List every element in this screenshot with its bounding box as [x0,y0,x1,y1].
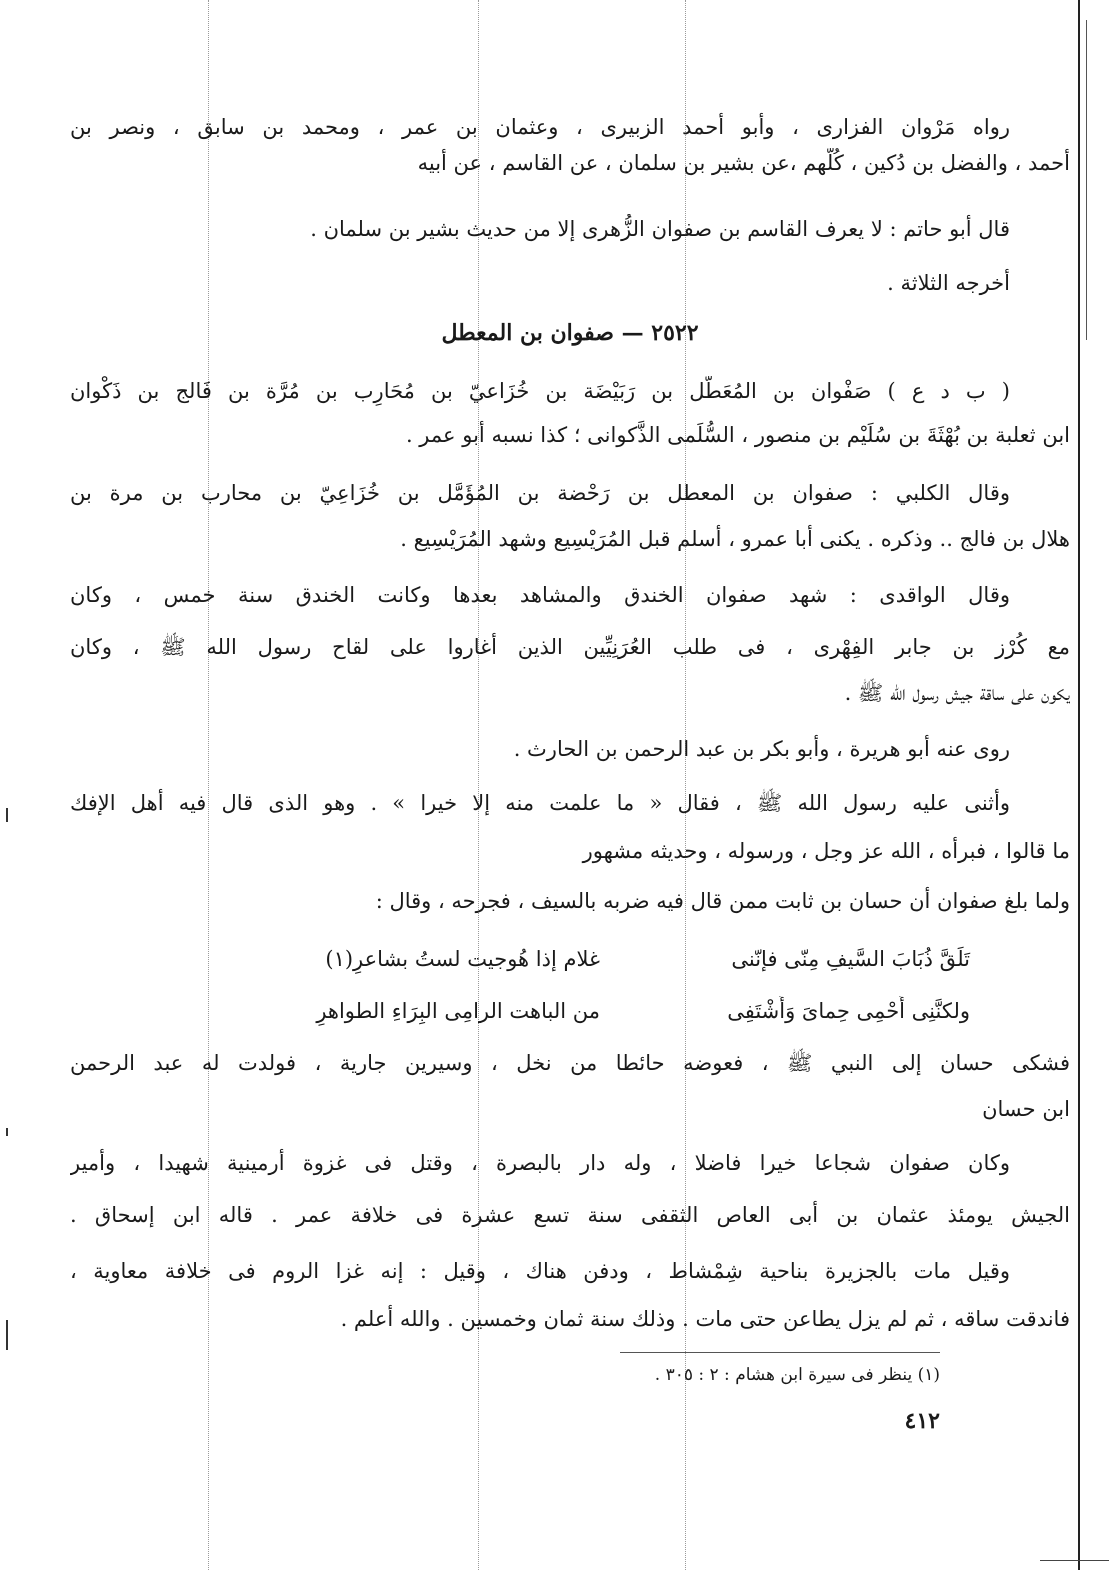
text-line: ابن حسان [982,1097,1070,1121]
poem-verse-1 [70,944,1070,974]
text-line: مع كُرْز بن جابر الفِهْرى ، فى طلب العُرَنِيِّين الذين أغاروا على لقاح رسول الله ﷺ ، وكان [70,635,1070,659]
text-line: أخرجه الثلاثة . [887,271,1010,295]
text-line: ابن ثعلبة بن بُهْثَةَ بن سُلَيْم بن منصور ، السُّلَمى الذَّكوانى ؛ كذا نسبه أبو عمر . [405,423,1070,447]
text-line: رواه مَرْوان الفزارى ، وأبو أحمد الزبيرى ، وعثمان بن عمر ، ومحمد بن سابق ، ونصر بن [70,115,1010,139]
section-heading: ٢٥٢٢ — صفوان بن المعطل [441,320,699,346]
text-line: أحمد ، والفضل بن دُكين ، كُلُّهم ،عن بشير بن سلمان ، عن القاسم ، عن أبيه [417,151,1070,175]
verse-hemistich: غلام إذا هُوجيت لستُ بشاعرِ(١) [325,947,600,971]
text-line: ما قالوا ، فبرأه ، الله عز وجل ، ورسوله ، وحديثه مشهور [582,839,1070,863]
text-line: وقال الواقدى : شهد صفوان الخندق والمشاهد بعدها وكانت الخندق سنة خمس ، وكان [70,583,1010,607]
text-line: يكون على ساقة جيش رسول الله ﷺ . [844,681,1070,705]
scan-mark [1040,1560,1109,1561]
text-line: قال أبو حاتم : لا يعرف القاسم بن صفوان الزُّهرى إلا من حديث بشير بن سلمان . [310,217,1010,241]
text-line: فشكى حسان إلى النبي ﷺ ، فعوضه حائطا من نخل ، وسيرين جارية ، فولدت له عبد الرحمن [70,1051,1070,1075]
footnote-divider [620,1352,940,1353]
text-line: الجيش يومئذ عثمان بن أبى العاص الثقفى سنة تسع عشرة فى خلافة عمر . قاله ابن إسحاق . [70,1203,1070,1227]
poem-verse-2 [70,996,1070,1026]
verse-hemistich: تَلَقَّ ذُبَابَ السَّيفِ مِنّى فإنّنى [731,947,970,971]
text-line: وأثنى عليه رسول الله ﷺ ، فقال « ما علمت منه إلا خيرا » . وهو الذى قال فيه أهل الإفك [70,791,1010,815]
text-line: ولما بلغ صفوان أن حسان بن ثابت ممن قال فيه ضربه بالسيف ، فجرحه ، وقال : [375,889,1070,913]
text-line: ( ب د ع ) صَفْوان بن المُعَطَّل بن رَبَيْضَة بن خُزَاعيّ بن مُحَارِب بن مُرَّة بن فَالج بن ذَكْوان [70,379,1010,403]
verse-hemistich: ولكنَّنِى أَحْمِى حِماىَ وَأَشْتَفِى [727,999,970,1023]
page-fold-line-secondary [1086,20,1087,340]
page-number: ٤١٢ [904,1408,940,1434]
text-line: روى عنه أبو هريرة ، وأبو بكر بن عبد الرحمن بن الحارث . [513,737,1010,761]
footnote: (١) ينظر فى سيرة ابن هشام : ٢ : ٣٠٥ . [654,1365,940,1385]
text-line: وكان صفوان شجاعا خيرا فاضلا ، وله دار بالبصرة ، وقتل فى غزوة أرمينية شهيدا ، وأمير [70,1151,1010,1175]
verse-hemistich: من الباهت الرامِى البِرَاءِ الطواهرِ [316,999,600,1023]
text-line: هلال بن فالج .. وذكره . يكنى أبا عمرو ، أسلم قبل المُرَيْسِيع وشهد المُرَيْسِيع . [400,527,1070,551]
scan-mark [6,1128,8,1136]
scan-mark [6,808,8,822]
page-fold-line [1078,0,1080,1570]
scan-mark [6,1320,8,1350]
text-line: فاندقت ساقه ، ثم لم يزل يطاعن حتى مات . وذلك سنة ثمان وخمسين . والله أعلم . [340,1307,1070,1331]
text-line: وقال الكلبي : صفوان بن المعطل بن رَحْضة بن المُؤَمَّل بن خُزَاعِيّ بن محارب بن مرة بن [70,481,1010,505]
text-line: وقيل مات بالجزيرة بناحية شِمْشاط ، ودفن هناك ، وقيل : إنه غزا الروم فى خلافة معاوية ، [70,1259,1010,1283]
